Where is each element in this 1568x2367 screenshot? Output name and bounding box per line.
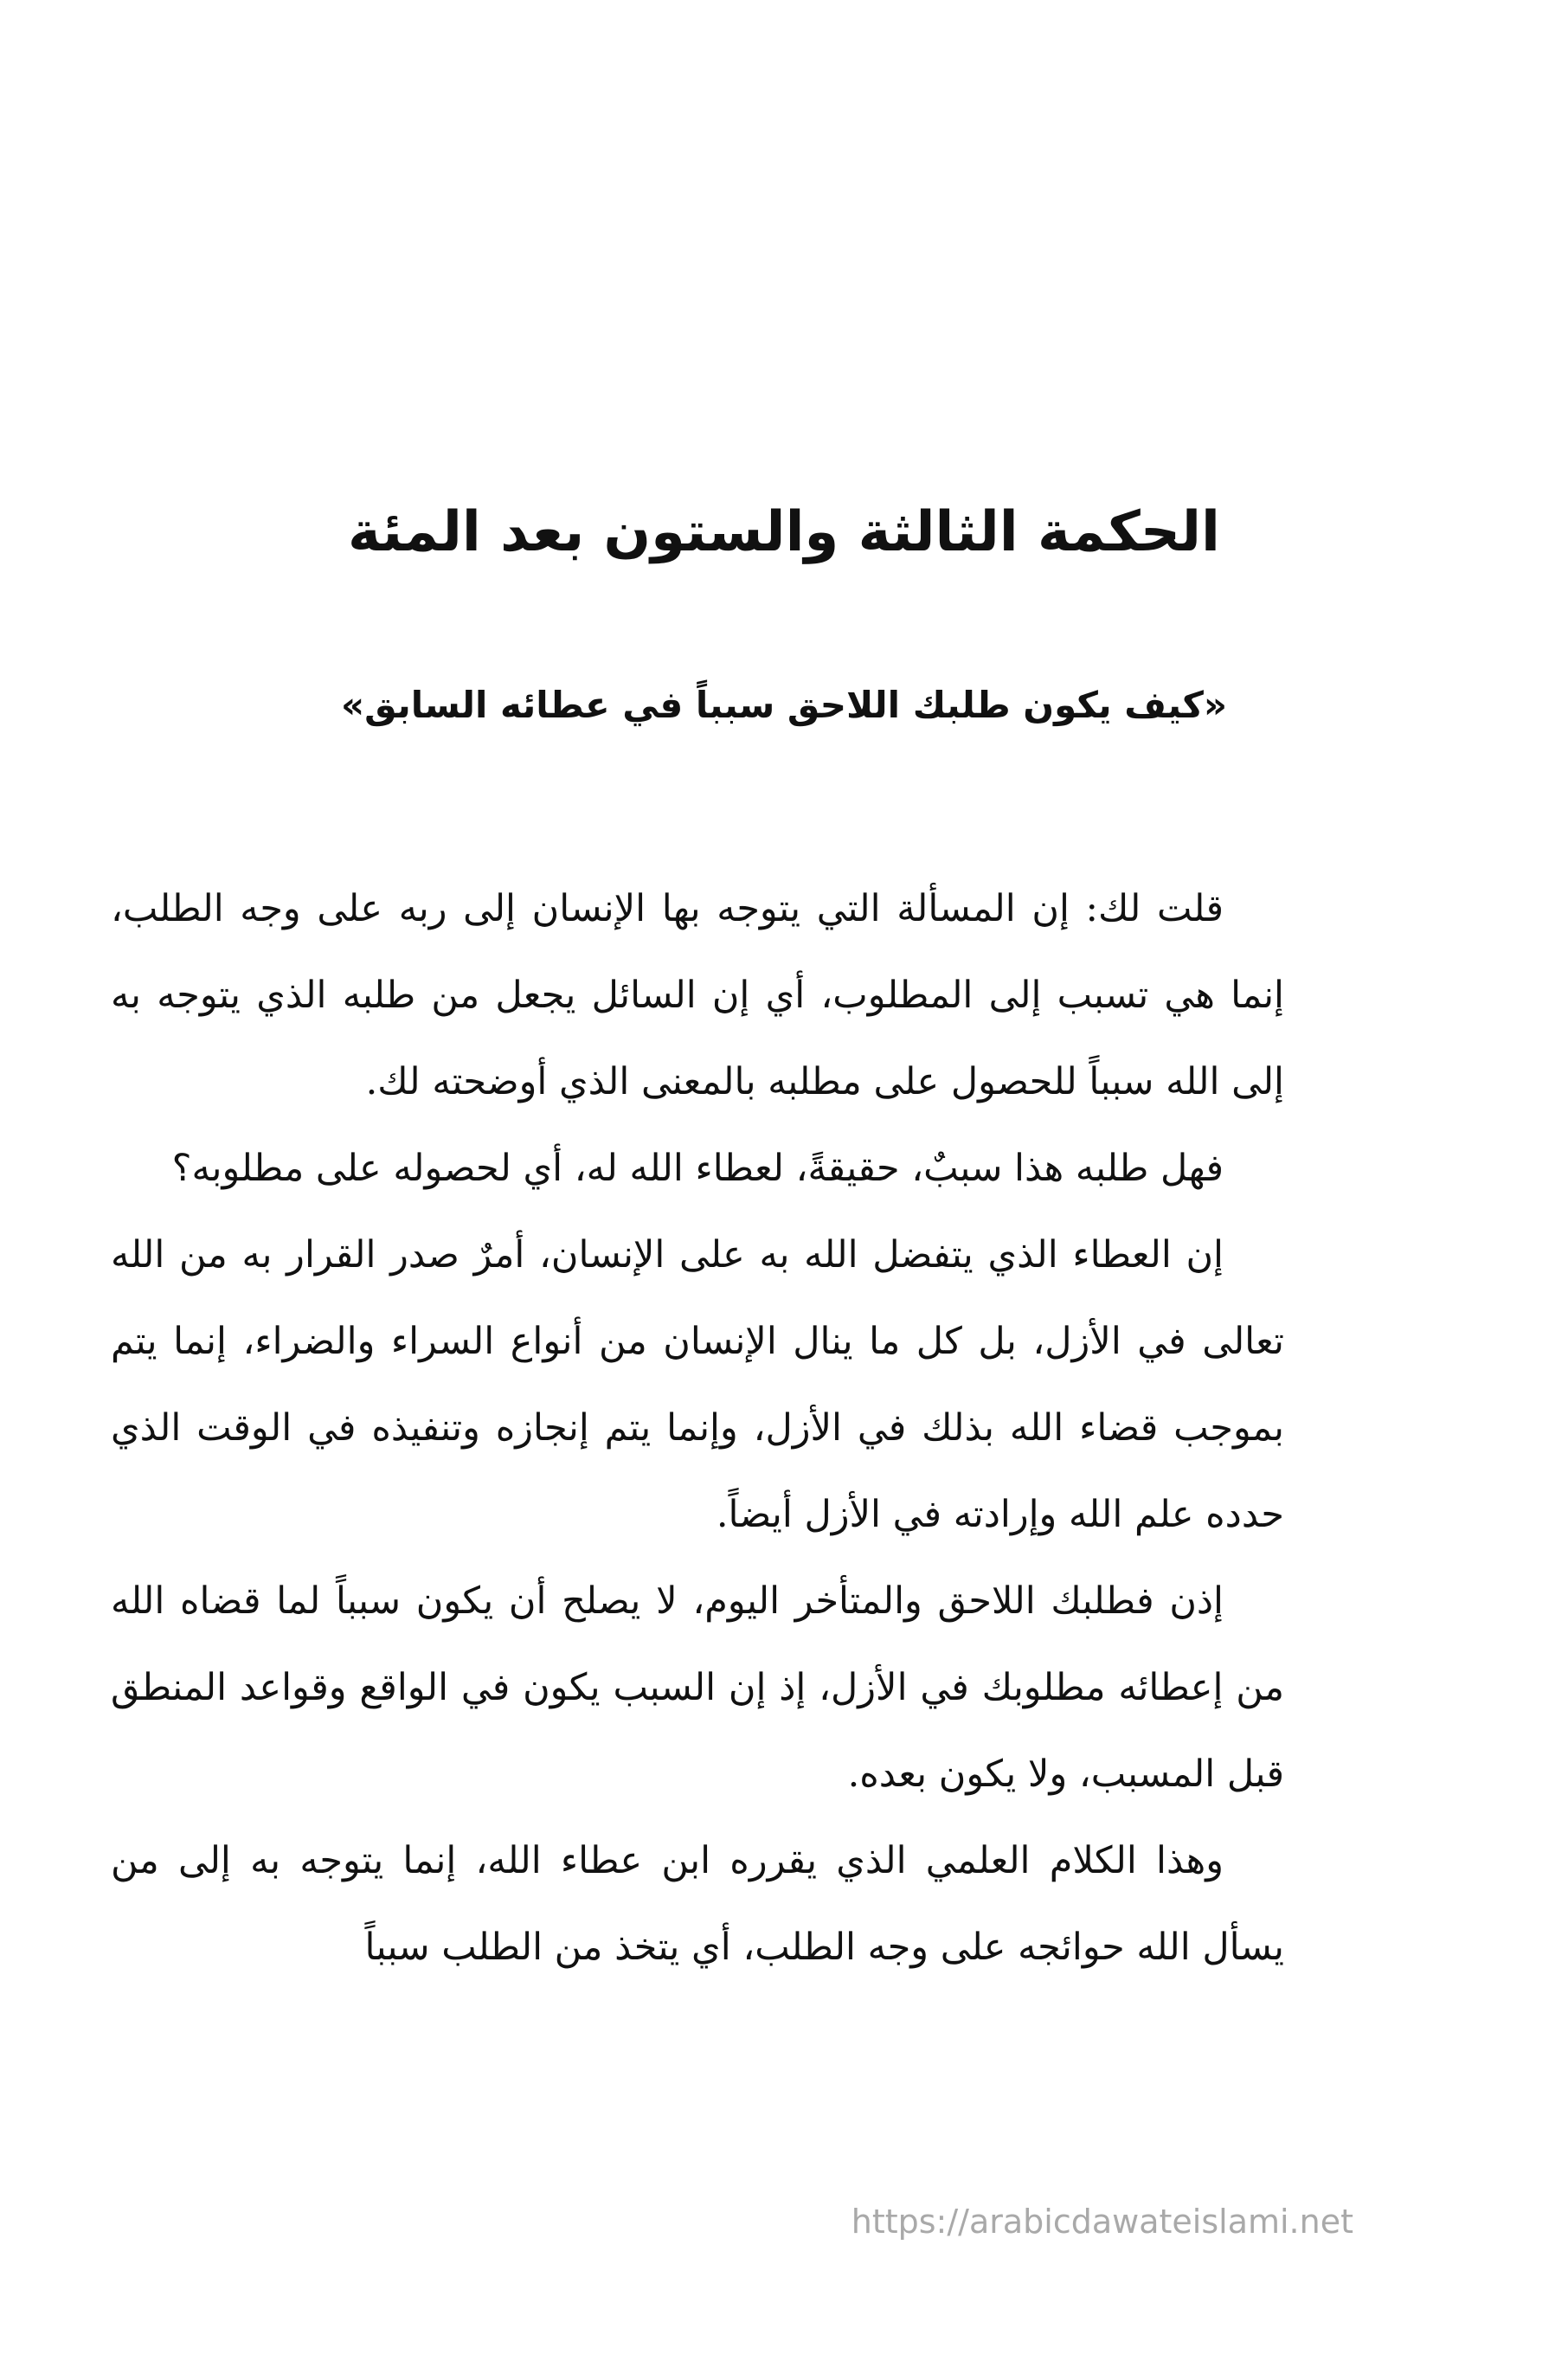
page-subtitle: «كيف يكون طلبك اللاحق سبباً في عطائه السابق» — [341, 684, 1227, 726]
body-text — [111, 865, 1284, 1991]
paragraph: فهل طلبه هذا سببٌ، حقيقةً، لعطاء الله له، أي لحصوله على مطلوبه؟ — [171, 1147, 1224, 1190]
paragraph: قلت لك: إن المسألة التي يتوجه بها الإنسان إلى ربه على وجه الطلب، إنما هي تسبب إلى المطلوب، أي إن السائل يجعل من طلبه الذي يتوجه به إلى الله سبباً للحصول على مطلبه بالمعنى الذي أوضحته لك. — [111, 887, 1284, 1103]
watermark-url: https://arabicdawateislami.net — [851, 2203, 1353, 2241]
paragraph: وهذا الكلام العلمي الذي يقرره ابن عطاء الله، إنما يتوجه به إلى من يسأل الله حوائجه على وجه الطلب، أي يتخذ من الطلب سبباً — [111, 1839, 1284, 1969]
page-title: الحكمة الثالثة والستون بعد المئة — [348, 500, 1220, 564]
paragraph: إذن فطلبك اللاحق والمتأخر اليوم، لا يصلح أن يكون سبباً لما قضاه الله من إعطائه مطلوبك في الأزل، إذ إن السبب يكون في الواقع وقواعد المنطق قبل المسبب، ولا يكون بعده. — [111, 1579, 1284, 1796]
paragraph: إن العطاء الذي يتفضل الله به على الإنسان، أمرٌ صدر القرار به من الله تعالى في الأزل، بل كل ما ينال الإنسان من أنواع السراء والضراء، إنما يتم بموجب قضاء الله بذلك في الأزل، وإنما يتم إنجازه وتنفيذه في الوقت الذي حدده علم الله وإرادته في الأزل أيضاً. — [111, 1233, 1284, 1536]
